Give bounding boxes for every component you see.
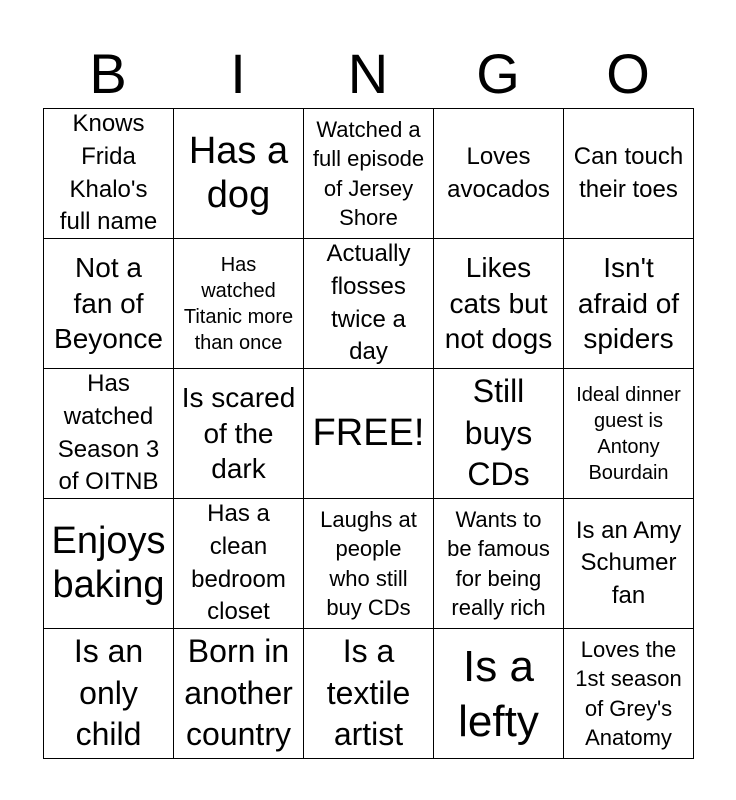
bingo-cell[interactable] bbox=[304, 239, 434, 369]
free-space-cell[interactable] bbox=[304, 369, 434, 499]
cell-text: Can touch their toes bbox=[573, 142, 684, 203]
bingo-cell[interactable] bbox=[434, 369, 564, 499]
cell-text: Still buys CDs bbox=[464, 373, 533, 493]
cell-text: Isn't afraid of spiders bbox=[577, 251, 680, 355]
cell-text: Watched a full episode of Jersey Shore bbox=[312, 117, 425, 230]
bingo-cell[interactable] bbox=[174, 109, 304, 239]
cell-text: Not a fan of Beyonce bbox=[54, 251, 163, 355]
cell-text: Wants to be famous for being really rich bbox=[447, 507, 550, 620]
bingo-cell[interactable] bbox=[174, 369, 304, 499]
cell-text: Is a textile artist bbox=[326, 633, 411, 753]
cell-text: Loves the 1st season of Grey's Anatomy bbox=[575, 637, 682, 750]
bingo-cell[interactable] bbox=[174, 499, 304, 629]
bingo-cell[interactable] bbox=[44, 369, 174, 499]
header-letter-n: N bbox=[347, 42, 389, 105]
cell-text: Is scared of the dark bbox=[181, 381, 296, 485]
cell-text: Is an only child bbox=[73, 633, 144, 753]
cell-text: Actually flosses twice a day bbox=[326, 240, 411, 366]
bingo-cell[interactable] bbox=[44, 499, 174, 629]
bingo-cell[interactable] bbox=[564, 109, 694, 239]
bingo-cell[interactable] bbox=[304, 499, 434, 629]
cell-text: Has watched Titanic more than once bbox=[183, 253, 294, 354]
bingo-cell[interactable] bbox=[564, 239, 694, 369]
cell-text: Is an Amy Schumer fan bbox=[575, 516, 682, 609]
bingo-cell[interactable] bbox=[304, 109, 434, 239]
cell-text: Enjoys baking bbox=[51, 519, 166, 606]
header-letter-o: O bbox=[606, 42, 650, 105]
bingo-cell[interactable] bbox=[564, 369, 694, 499]
bingo-cell[interactable] bbox=[44, 109, 174, 239]
bingo-header bbox=[43, 40, 693, 108]
cell-text: Is a lefty bbox=[458, 641, 539, 746]
bingo-cell[interactable] bbox=[434, 499, 564, 629]
cell-text: Born in another country bbox=[184, 633, 293, 753]
bingo-cell[interactable] bbox=[434, 629, 564, 759]
cell-text: Has watched Season 3 of OITNB bbox=[57, 370, 160, 496]
bingo-cell[interactable] bbox=[44, 239, 174, 369]
bingo-cell[interactable] bbox=[174, 629, 304, 759]
cell-text: Ideal dinner guest is Antony Bourdain bbox=[576, 383, 681, 484]
bingo-cell[interactable] bbox=[434, 239, 564, 369]
cell-text: Has a clean bedroom closet bbox=[191, 500, 286, 626]
cell-text: Laughs at people who still buy CDs bbox=[320, 507, 417, 620]
cell-text: Knows Frida Khalo's full name bbox=[59, 110, 158, 236]
bingo-cell[interactable] bbox=[304, 629, 434, 759]
header-letter-g: G bbox=[476, 42, 520, 105]
free-space-text: FREE! bbox=[312, 411, 425, 454]
bingo-cell[interactable] bbox=[564, 629, 694, 759]
header-letter-i: I bbox=[230, 42, 246, 105]
bingo-card-grid bbox=[43, 108, 694, 759]
bingo-cell[interactable] bbox=[44, 629, 174, 759]
bingo-cell[interactable] bbox=[564, 499, 694, 629]
cell-text: Likes cats but not dogs bbox=[444, 251, 553, 355]
bingo-cell[interactable] bbox=[174, 239, 304, 369]
cell-text: Has a dog bbox=[188, 129, 289, 216]
bingo-cell[interactable] bbox=[434, 109, 564, 239]
cell-text: Loves avocados bbox=[447, 142, 550, 203]
header-letter-b: B bbox=[89, 42, 127, 105]
